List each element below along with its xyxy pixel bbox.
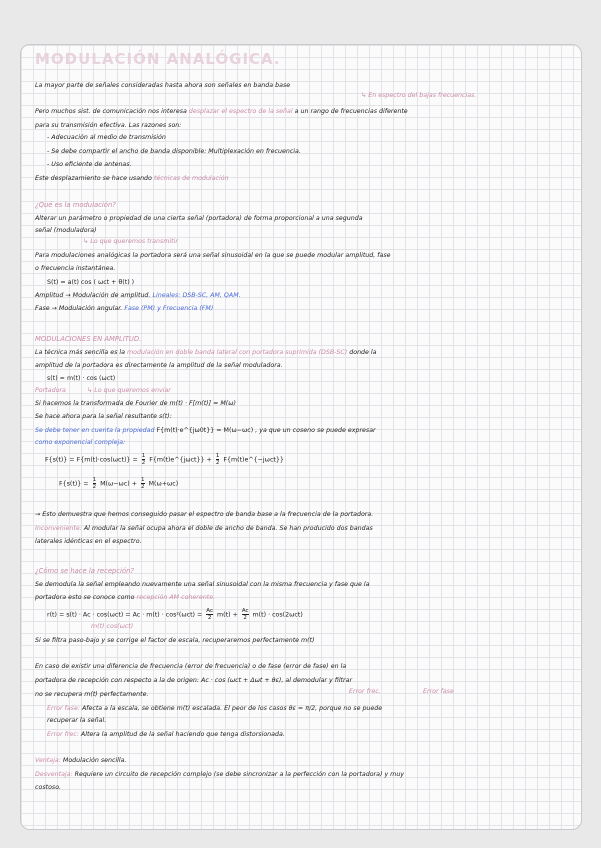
intro-line-3: para su transmisión efectiva. Las razones son: (35, 122, 182, 129)
s2-line-6: como exponencial compleja: (35, 439, 126, 446)
s1-formula: S(t) = a(t) cos ( ωct + θ(t) ) (47, 279, 135, 286)
s1-line-4: o frecuencia instantánea. (35, 265, 116, 272)
s2-line-9: laterales idénticas en el espectro. (35, 538, 142, 545)
page-title: MODULACIÓN ANALÓGICA. (35, 50, 281, 68)
s3-line-4: En caso de existir una diferencia de frecuencia (error de frecuencia) o de fase (error de fase) en la (35, 663, 347, 670)
s1-line-2: señal (moduladora) (35, 227, 97, 234)
intro-line-1: La mayor parte de señales consideradas hasta ahora son señales en banda base (35, 82, 291, 89)
fraction-half: $\frac{1}{2}$ (141, 477, 145, 490)
s1-phase: Fase → Modulación angular. Fase (PM) y Frecuencia (FM) (35, 305, 214, 312)
s1-amplitude: Amplitud → Modulación de amplitud. Lineales: DSB-SC, AM, QAM. (35, 292, 241, 299)
s3-note-freq-error: Error frec. (349, 688, 381, 695)
fraction-ac-half: $\frac{Ac}{2}$ (241, 608, 249, 621)
s3-note-phase-error: Error fase (423, 688, 454, 695)
s2-note-carrier: Portadora (35, 387, 66, 394)
fraction-ac-half: $\frac{Ac}{2}$ (206, 608, 213, 621)
s3-line-3: Si se filtra paso-bajo y se corrige el factor de escala, recuperaremos perfectamente m(t) (35, 637, 315, 644)
section-heading-reception: ¿Cómo se hace la recepción? (35, 567, 135, 575)
s2-line-8: Inconveniente: Al modular la señal ocupa ahora el doble de ancho de banda. Se han producido dos bandas (35, 525, 373, 532)
s3-equation: r(t) = s(t) · Ac · cos(ωct) = Ac · m(t) · cos²(ωct) = $\frac{Ac}{2} m(t)$ + $\frac{Ac}{2} m(t) \cdot \cos(2\omega ct)$ (47, 608, 303, 621)
s3-phase-error: Error fase: Afecta a la escala, se obtiene m(t) escalada. El peor de los casos θε = π/2, porque no se puede (47, 705, 383, 712)
s1-line-1: Alterar un parámetro o propiedad de una cierta señal (portadora) de forma proporcional a una segunda (35, 215, 363, 222)
s2-line-3: Si hacemos la transformada de Fourier de m(t) · F[m(t)] = M(ω) (35, 400, 236, 407)
s2-line-2: amplitud de la portadora es directamente la amplitud de la señal moduladora. (35, 362, 283, 369)
s3-disadvantage: Desventaja: Requiere un circuito de recepción complejo (se debe sincronizar a la perfección con la portadora) y muy (35, 771, 405, 778)
fraction-half: $\frac{1}{2}$ (92, 477, 97, 490)
s3-line-6: no se recupera m(t) perfectamente. (35, 691, 149, 698)
section-heading-modulation: ¿Qué es la modulación? (35, 201, 116, 209)
s2-line-1: La técnica más sencilla es la modulación en doble banda lateral con portadora suprimida (DSB-SC) donde la (35, 349, 377, 356)
s3-line-2: portadora esto se conoce como recepción AM coherente. (35, 594, 216, 601)
intro-line-2: Pero muchos sist. de comunicación nos interesa desplazar el espectro de la señal a un rango de frecuencias diferente (35, 108, 408, 115)
s1-line-3: Para modulaciones analógicas la portadora será una señal sinusoidal en la que se puede modular amplitud, fase (35, 252, 391, 259)
s3-line-1: Se demodula la señal empleando nuevamente una señal sinusoidal con la misma frecuencia y fase que la (35, 581, 370, 588)
s3-line-5: portadora de recepción con respecto a la de origen: Ac · cos (ωct + Δωt + θε), al demodular y filtrar (35, 677, 353, 684)
s2-equation-2: F{s(t)} = $\frac{1}{2} M(\omega-\omega c)$ + $\frac{1}{2} M(\omega+\omega c)$ (59, 477, 179, 490)
s2-note-message: ↳ Lo que queremos enviar (87, 387, 171, 394)
s2-formula: s(t) = m(t) · cos (ωct) (47, 375, 116, 382)
intro-line-4: Este desplazamiento se hace usando técnicas de modulación (35, 175, 229, 182)
fraction-half: $\frac{1}{2}$ (215, 453, 220, 466)
reason-item: - Uso eficiente de antenas. (47, 161, 132, 168)
s1-note-message: ↳ Lo que queremos transmitir (83, 238, 178, 245)
s3-phase-error-2: recuperar la señal. (47, 717, 107, 724)
reason-item: - Se debe compartir el ancho de banda disponible: Multiplexación en frecuencia. (47, 148, 301, 155)
s2-line-7: → Esto demuestra que hemos conseguido pasar el espectro de banda base a la frecuencia de la portadora. (35, 511, 374, 518)
s2-line-4: Se hace ahora para la señal resultante s(t): (35, 413, 172, 420)
section-heading-amplitude: MODULACIONES EN AMPLITUD. (35, 335, 142, 343)
s2-line-5: Se debe tener en cuenta la propiedad F{m(t)·e^{jω0t}} = M(ω−ωc) , ya que un coseno se puede expresar (35, 427, 376, 434)
reason-item: - Adecuación al medio de transmisión (47, 134, 166, 141)
s3-freq-error: Error frec: Altera la amplitud de la señal haciendo que tenga distorsionada. (47, 731, 285, 738)
s2-equation-1: F{s(t)} = F{m(t)·cos(ωct)} = $\frac{1}{2}$ F{m(t)e^{jωct}} + $\frac{1}{2}$ F{m(t)e^{−jωct}} (45, 453, 284, 466)
s3-disadvantage-2: costoso. (35, 784, 62, 791)
s3-advantage: Ventaja: Modulación sencilla. (35, 757, 127, 764)
notebook-page (20, 44, 582, 830)
intro-note-baseband: ↳ En espectro del bajas frecuencias. (361, 92, 477, 99)
s3-note-eq: m(t) cos(ωct) (91, 623, 134, 630)
fraction-half: $\frac{1}{2}$ (141, 453, 146, 466)
